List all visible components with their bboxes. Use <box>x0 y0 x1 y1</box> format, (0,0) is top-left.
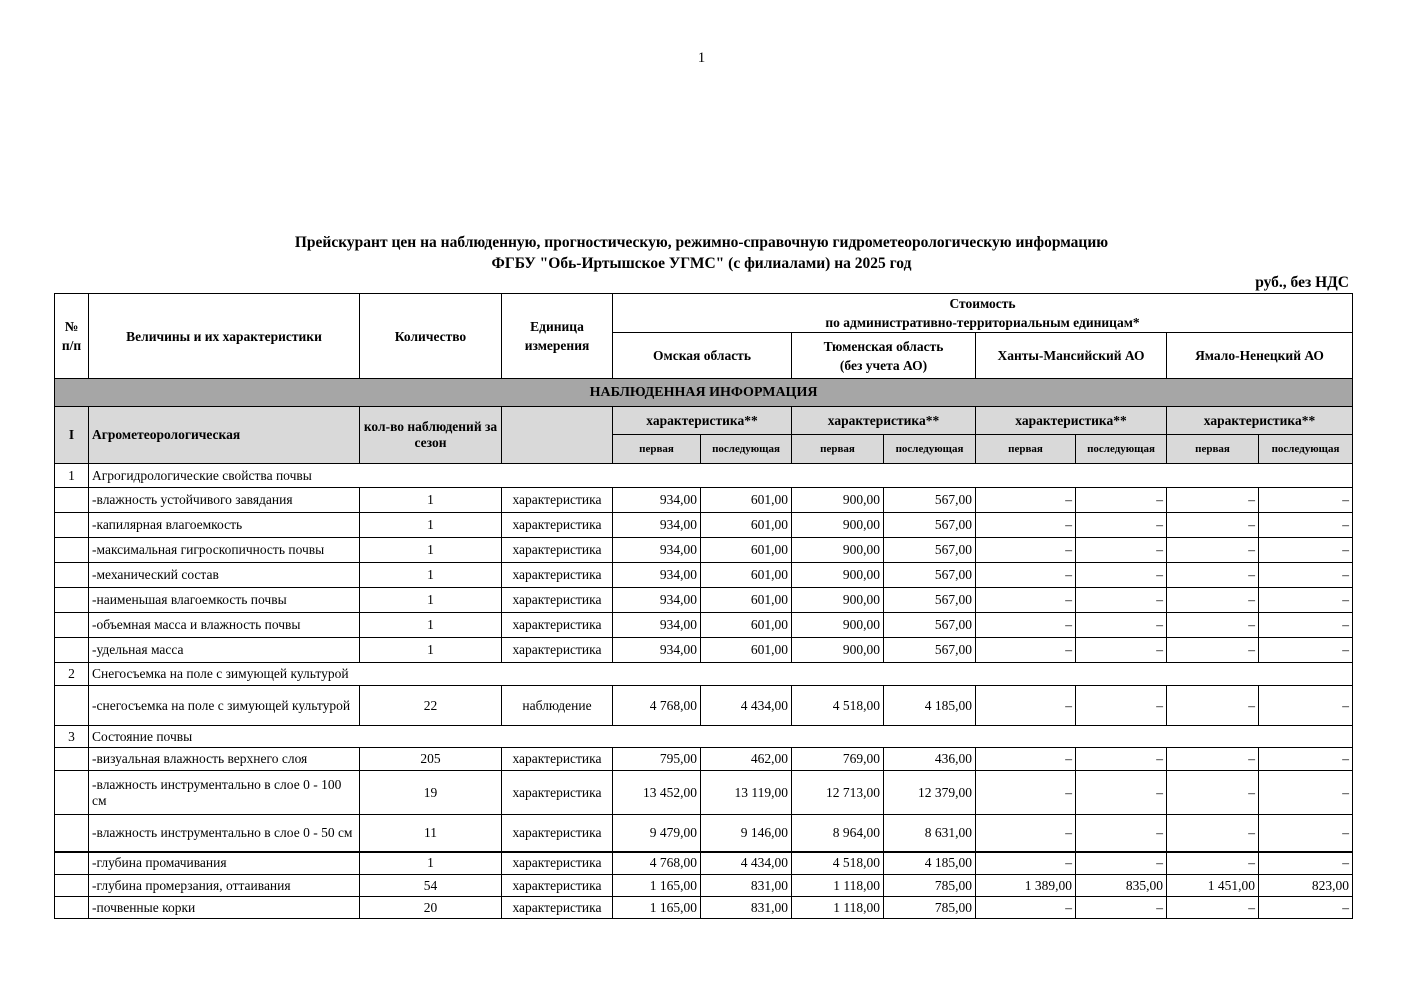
price-cell: 934,00 <box>613 563 701 588</box>
row-name: -визуальная влажность верхнего слоя <box>89 748 360 771</box>
section-band-row <box>55 379 1353 407</box>
price-cell: – <box>976 815 1076 852</box>
price-cell: 835,00 <box>1076 875 1167 897</box>
price-cell: – <box>1167 488 1259 513</box>
sub-next: последующая <box>1076 435 1167 464</box>
row-number-empty <box>55 771 89 815</box>
row-number-empty <box>55 513 89 538</box>
price-cell: 9 479,00 <box>613 815 701 852</box>
price-cell: 601,00 <box>701 613 792 638</box>
row-unit: характеристика <box>502 875 613 897</box>
row-name: -снегосъемка на поле с зимующей культурой <box>89 686 360 726</box>
price-cell: 12 379,00 <box>884 771 976 815</box>
section-title: Снегосъемка на поле с зимующей культурой <box>89 663 1353 686</box>
row-number-empty <box>55 686 89 726</box>
row-unit: характеристика <box>502 588 613 613</box>
price-cell: 900,00 <box>792 538 884 563</box>
price-cell: 601,00 <box>701 588 792 613</box>
row-unit: характеристика <box>502 613 613 638</box>
price-cell: – <box>1076 513 1167 538</box>
price-cell: 934,00 <box>613 588 701 613</box>
price-cell: – <box>1259 538 1353 563</box>
price-cell: 934,00 <box>613 638 701 663</box>
price-cell: – <box>1167 513 1259 538</box>
price-cell: 1 165,00 <box>613 875 701 897</box>
price-cell: 1 389,00 <box>976 875 1076 897</box>
table-row <box>55 748 1353 771</box>
region-tyumen-note: (без учета АО) <box>839 357 928 373</box>
sub-next: последующая <box>701 435 792 464</box>
price-cell: 13 452,00 <box>613 771 701 815</box>
row-quantity: 1 <box>360 538 502 563</box>
price-cell: 601,00 <box>701 513 792 538</box>
price-cell: – <box>1259 513 1353 538</box>
price-cell: – <box>976 771 1076 815</box>
price-cell: – <box>976 563 1076 588</box>
price-cell: 13 119,00 <box>701 771 792 815</box>
section-number: 1 <box>55 464 89 488</box>
price-cell: 567,00 <box>884 538 976 563</box>
price-cell: – <box>1167 588 1259 613</box>
char-label-yanao: характеристика** <box>1167 407 1353 435</box>
group-name: Агрометеорологическая <box>89 407 360 464</box>
price-cell: 1 451,00 <box>1167 875 1259 897</box>
price-cell: – <box>1167 538 1259 563</box>
price-cell: 934,00 <box>613 488 701 513</box>
header-number: № п/п <box>55 294 89 379</box>
price-cell: – <box>1076 613 1167 638</box>
price-cell: – <box>1167 897 1259 919</box>
price-cell: – <box>976 513 1076 538</box>
price-cell: 900,00 <box>792 513 884 538</box>
row-quantity: 1 <box>360 638 502 663</box>
currency-note: руб., без НДС <box>1255 274 1349 291</box>
cost-line-1: Стоимость <box>949 296 1016 311</box>
price-cell: 769,00 <box>792 748 884 771</box>
row-quantity: 1 <box>360 588 502 613</box>
price-cell: 785,00 <box>884 875 976 897</box>
row-number-empty <box>55 538 89 563</box>
price-cell: 567,00 <box>884 638 976 663</box>
price-cell: – <box>1259 852 1353 875</box>
row-quantity: 1 <box>360 513 502 538</box>
price-cell: 4 518,00 <box>792 686 884 726</box>
section-title: Состояние почвы <box>89 726 1353 748</box>
price-cell: 4 518,00 <box>792 852 884 875</box>
table-row <box>55 538 1353 563</box>
row-quantity: 1 <box>360 852 502 875</box>
row-number-empty <box>55 613 89 638</box>
region-tyumen-label: Тюменская область <box>823 338 944 354</box>
price-cell: 567,00 <box>884 513 976 538</box>
price-cell: 4 768,00 <box>613 686 701 726</box>
table-row <box>55 686 1353 726</box>
table-row <box>55 613 1353 638</box>
sub-first: первая <box>1167 435 1259 464</box>
table-row <box>55 513 1353 538</box>
row-number-empty <box>55 897 89 919</box>
price-cell: – <box>1076 488 1167 513</box>
price-cell: 831,00 <box>701 875 792 897</box>
row-name: -почвенные корки <box>89 897 360 919</box>
table-row <box>55 488 1353 513</box>
price-cell: – <box>1167 771 1259 815</box>
row-name: -удельная масса <box>89 638 360 663</box>
section-title: Агрогидрологические свойства почвы <box>89 464 1353 488</box>
price-cell: – <box>976 748 1076 771</box>
price-cell: 8 631,00 <box>884 815 976 852</box>
sub-next: последующая <box>1259 435 1353 464</box>
price-cell: 900,00 <box>792 613 884 638</box>
price-cell: – <box>976 897 1076 919</box>
price-cell: 900,00 <box>792 588 884 613</box>
row-unit: характеристика <box>502 897 613 919</box>
price-cell: – <box>1167 815 1259 852</box>
char-label-omsk: характеристика** <box>613 407 792 435</box>
group-qty-label: кол-во наблюдений за сезон <box>360 407 502 464</box>
price-cell: 934,00 <box>613 513 701 538</box>
table-row <box>55 875 1353 897</box>
row-number-empty <box>55 852 89 875</box>
price-cell: 900,00 <box>792 638 884 663</box>
price-cell: 462,00 <box>701 748 792 771</box>
price-cell: – <box>1259 638 1353 663</box>
price-cell: – <box>1259 588 1353 613</box>
row-quantity: 1 <box>360 563 502 588</box>
price-cell: 567,00 <box>884 588 976 613</box>
region-khmao: Ханты-Мансийский АО <box>976 333 1167 379</box>
row-name: -влажность устойчивого завядания <box>89 488 360 513</box>
row-unit: характеристика <box>502 513 613 538</box>
header-row-1 <box>55 294 1353 333</box>
row-unit: характеристика <box>502 815 613 852</box>
price-cell: – <box>1167 563 1259 588</box>
row-name: -влажность инструментально в слое 0 - 100 см <box>89 771 360 815</box>
price-cell: 567,00 <box>884 488 976 513</box>
price-cell: – <box>1076 686 1167 726</box>
price-cell: – <box>1259 613 1353 638</box>
title-line-1: Прейскурант цен на наблюденную, прогностическую, режимно-справочную гидрометеорологическую информацию <box>294 234 1109 251</box>
row-quantity: 205 <box>360 748 502 771</box>
price-cell: – <box>976 686 1076 726</box>
row-name: -механический состав <box>89 563 360 588</box>
row-unit: характеристика <box>502 538 613 563</box>
price-cell: 900,00 <box>792 488 884 513</box>
sub-next: последующая <box>884 435 976 464</box>
row-name: -наименьшая влагоемкость почвы <box>89 588 360 613</box>
table-row <box>55 771 1353 815</box>
price-table <box>54 293 1353 919</box>
price-cell: – <box>1076 748 1167 771</box>
price-cell: 9 146,00 <box>701 815 792 852</box>
price-cell: 1 118,00 <box>792 897 884 919</box>
header-cost <box>613 294 1353 333</box>
region-omsk: Омская область <box>613 333 792 379</box>
price-cell: – <box>1076 815 1167 852</box>
price-cell: – <box>1076 588 1167 613</box>
price-cell: – <box>1167 638 1259 663</box>
price-cell: 4 185,00 <box>884 686 976 726</box>
section-row <box>55 464 1353 488</box>
price-cell: – <box>976 852 1076 875</box>
header-name: Величины и их характеристики <box>89 294 360 379</box>
title-line-2: ФГБУ "Обь-Иртышское УГМС" (с филиалами) на 2025 год <box>491 255 912 272</box>
price-cell: 12 713,00 <box>792 771 884 815</box>
price-cell: 934,00 <box>613 613 701 638</box>
sub-first: первая <box>976 435 1076 464</box>
price-cell: – <box>1259 815 1353 852</box>
table-row <box>55 638 1353 663</box>
table-row <box>55 852 1353 875</box>
section-number: 2 <box>55 663 89 686</box>
price-cell: 567,00 <box>884 613 976 638</box>
price-cell: 785,00 <box>884 897 976 919</box>
table-row <box>55 588 1353 613</box>
price-cell: 601,00 <box>701 538 792 563</box>
price-cell: – <box>1259 748 1353 771</box>
price-cell: 8 964,00 <box>792 815 884 852</box>
row-unit: характеристика <box>502 488 613 513</box>
row-quantity: 20 <box>360 897 502 919</box>
row-name: -глубина промерзания, оттаивания <box>89 875 360 897</box>
sub-first: первая <box>792 435 884 464</box>
price-cell: 831,00 <box>701 897 792 919</box>
row-quantity: 11 <box>360 815 502 852</box>
region-yanao: Ямало-Ненецкий АО <box>1167 333 1353 379</box>
price-cell: – <box>1259 563 1353 588</box>
price-cell: 823,00 <box>1259 875 1353 897</box>
document-title <box>0 232 1403 274</box>
price-cell: – <box>976 638 1076 663</box>
row-unit: характеристика <box>502 771 613 815</box>
row-name: -глубина промачивания <box>89 852 360 875</box>
price-cell: – <box>1259 897 1353 919</box>
row-quantity: 22 <box>360 686 502 726</box>
section-band: НАБЛЮДЕННАЯ ИНФОРМАЦИЯ <box>55 379 1353 407</box>
char-label-khmao: характеристика** <box>976 407 1167 435</box>
price-cell: 934,00 <box>613 538 701 563</box>
row-number-empty <box>55 588 89 613</box>
row-name: -объемная масса и влажность почвы <box>89 613 360 638</box>
row-unit: характеристика <box>502 638 613 663</box>
price-cell: 1 118,00 <box>792 875 884 897</box>
cost-line-2: по административно-территориальным единицам* <box>825 315 1140 330</box>
section-number: 3 <box>55 726 89 748</box>
price-cell: 601,00 <box>701 638 792 663</box>
row-number-empty <box>55 875 89 897</box>
page-number: 1 <box>697 50 706 66</box>
price-cell: – <box>1076 638 1167 663</box>
header-unit: Единица измерения <box>502 294 613 379</box>
row-quantity: 1 <box>360 613 502 638</box>
row-number-empty <box>55 748 89 771</box>
price-cell: 795,00 <box>613 748 701 771</box>
char-label-tyumen: характеристика** <box>792 407 976 435</box>
price-cell: – <box>1076 563 1167 588</box>
row-name: -капилярная влагоемкость <box>89 513 360 538</box>
price-cell: 601,00 <box>701 488 792 513</box>
region-tyumen <box>792 333 976 379</box>
row-unit: характеристика <box>502 748 613 771</box>
row-number-empty <box>55 488 89 513</box>
price-cell: – <box>1167 686 1259 726</box>
sub-first: первая <box>613 435 701 464</box>
row-unit: характеристика <box>502 563 613 588</box>
price-cell: – <box>1076 897 1167 919</box>
price-cell: 436,00 <box>884 748 976 771</box>
group-row-1 <box>55 407 1353 435</box>
row-unit: характеристика <box>502 852 613 875</box>
price-cell: 1 165,00 <box>613 897 701 919</box>
header-quantity: Количество <box>360 294 502 379</box>
row-number-empty <box>55 638 89 663</box>
row-name: -максимальная гигроскопичность почвы <box>89 538 360 563</box>
price-cell: 4 434,00 <box>701 852 792 875</box>
section-row <box>55 663 1353 686</box>
price-cell: – <box>1167 748 1259 771</box>
price-cell: – <box>1167 852 1259 875</box>
price-cell: – <box>1259 771 1353 815</box>
row-quantity: 1 <box>360 488 502 513</box>
table-row <box>55 815 1353 852</box>
price-cell: – <box>976 538 1076 563</box>
row-number-empty <box>55 815 89 852</box>
price-cell: – <box>1167 613 1259 638</box>
section-row <box>55 726 1353 748</box>
row-number-empty <box>55 563 89 588</box>
table-row <box>55 563 1353 588</box>
row-quantity: 19 <box>360 771 502 815</box>
price-cell: – <box>976 588 1076 613</box>
row-quantity: 54 <box>360 875 502 897</box>
price-cell: 4 434,00 <box>701 686 792 726</box>
price-cell: – <box>1259 488 1353 513</box>
row-name: -влажность инструментально в слое 0 - 50 см <box>89 815 360 852</box>
price-cell: – <box>1259 686 1353 726</box>
price-cell: – <box>1076 852 1167 875</box>
table-row <box>55 897 1353 919</box>
price-cell: – <box>1076 771 1167 815</box>
price-cell: 4 768,00 <box>613 852 701 875</box>
group-unit-empty <box>502 407 613 464</box>
price-cell: – <box>1076 538 1167 563</box>
group-roman: I <box>55 407 89 464</box>
price-cell: 567,00 <box>884 563 976 588</box>
row-unit: наблюдение <box>502 686 613 726</box>
price-cell: 601,00 <box>701 563 792 588</box>
price-cell: – <box>976 488 1076 513</box>
price-cell: – <box>976 613 1076 638</box>
price-cell: 900,00 <box>792 563 884 588</box>
price-cell: 4 185,00 <box>884 852 976 875</box>
